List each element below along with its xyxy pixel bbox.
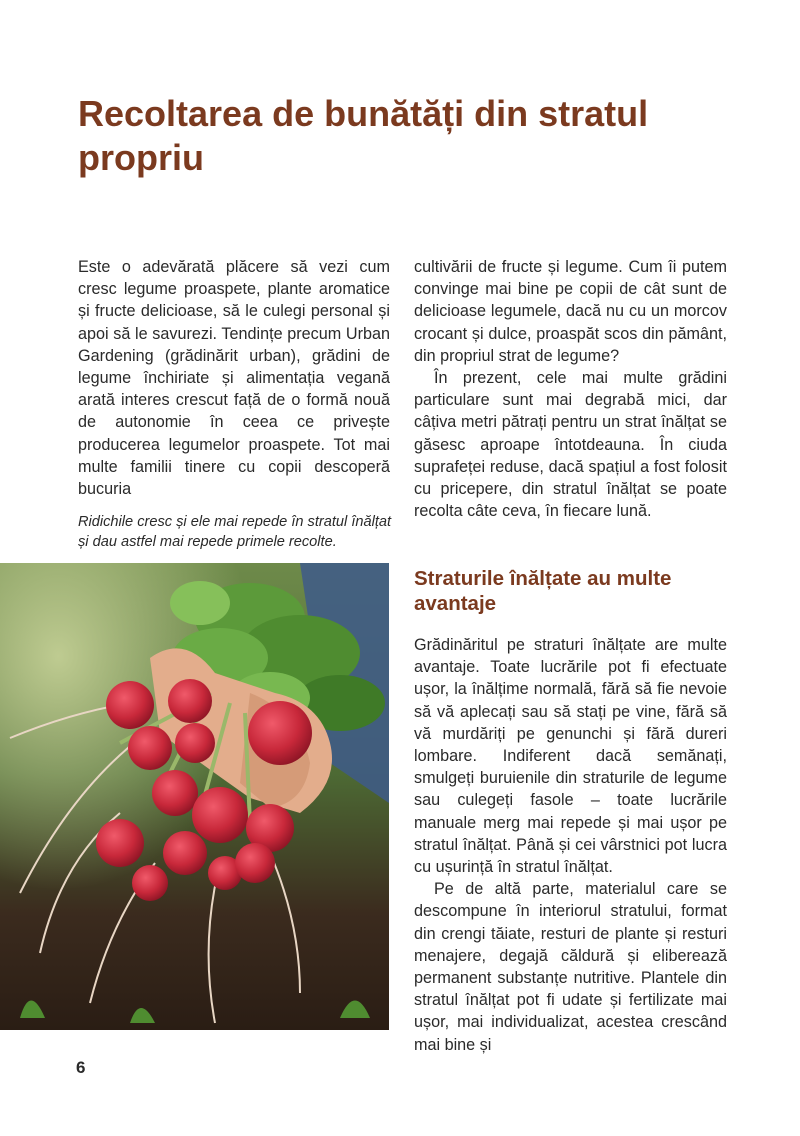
section-heading: Straturile înălțate au multe avantaje — [414, 567, 672, 615]
section-paragraph-1: Grădinăritul pe straturi înălțate are multe avantaje. Toate lucrările pot fi efectuate ușor, la înălțime normală, fără să fie nevoie să vă aplecați sau să stați pe vine, fără să vă murdăriți pe genunchi și fără dureri lombare. Indiferent dacă semănați, smulgeți buruienile din straturile de legume sau culegeți fasole – toate lucrările manuale merg mai repede și mai ușor pe stratul înălțat. Până și cei vârstnici pot lucra cu ușurință în stratul înălțat. — [414, 636, 727, 877]
intro-right-column — [414, 256, 727, 522]
intro-paragraph-left: Este o adevărată plăcere să vezi cum cresc legume proaspete, plante aromatice și fructe delicioase, să le culegi personal și apoi să le savurezi. Tendințe precum Urban Gardening (grădinărit urban), grădini de legume închiriate și alimentația vegană arată interes crescut față de o formă nouă de autonomie în ceea ce privește producerea legumelor proaspete. Tot mai multe familii tinere cu copii descoperă bucuria — [78, 258, 390, 499]
page-number: 6 — [76, 1058, 86, 1077]
intro-paragraph-right-2: În prezent, cele mai multe grădini particulare sunt mai degrabă mici, dar câțiva metri pătrați pentru un strat înălțat se găsesc aproape întotdeauna. În ciuda suprafeței reduse, dacă spațiul a fost folosit cu pricepere, din stratul înălțat se poate recolta câte ceva, în fiecare lună. — [414, 369, 727, 521]
section-body — [414, 634, 727, 1056]
page-title: Recoltarea de bunătăți din stratul propriu — [78, 93, 649, 178]
intro-left-column — [78, 256, 390, 500]
intro-paragraph-right-1: cultivării de fructe și legume. Cum îi putem convinge mai bine pe copii de cât sunt de delicioase legumele, dacă nu cu un morcov crocant și dulce, proaspăt scos din pământ, din propriul strat de legume? — [414, 258, 727, 365]
radish-photo — [0, 563, 389, 1030]
photo-caption: Ridichile cresc și ele mai repede în stratul înălțat și dau astfel mai repede primele recolte. — [78, 514, 392, 550]
section-paragraph-2: Pe de altă parte, materialul care se descompune în interiorul stratului, format din crengi tăiate, resturi de plante și resturi menajere, degajă căldură și eliberează permanent substanțe nutritive. Plantele din stratul înălțat pot fi udate și fertilizate mai ușor, mai individualizat, acestea crescând mai bine și — [414, 880, 727, 1054]
